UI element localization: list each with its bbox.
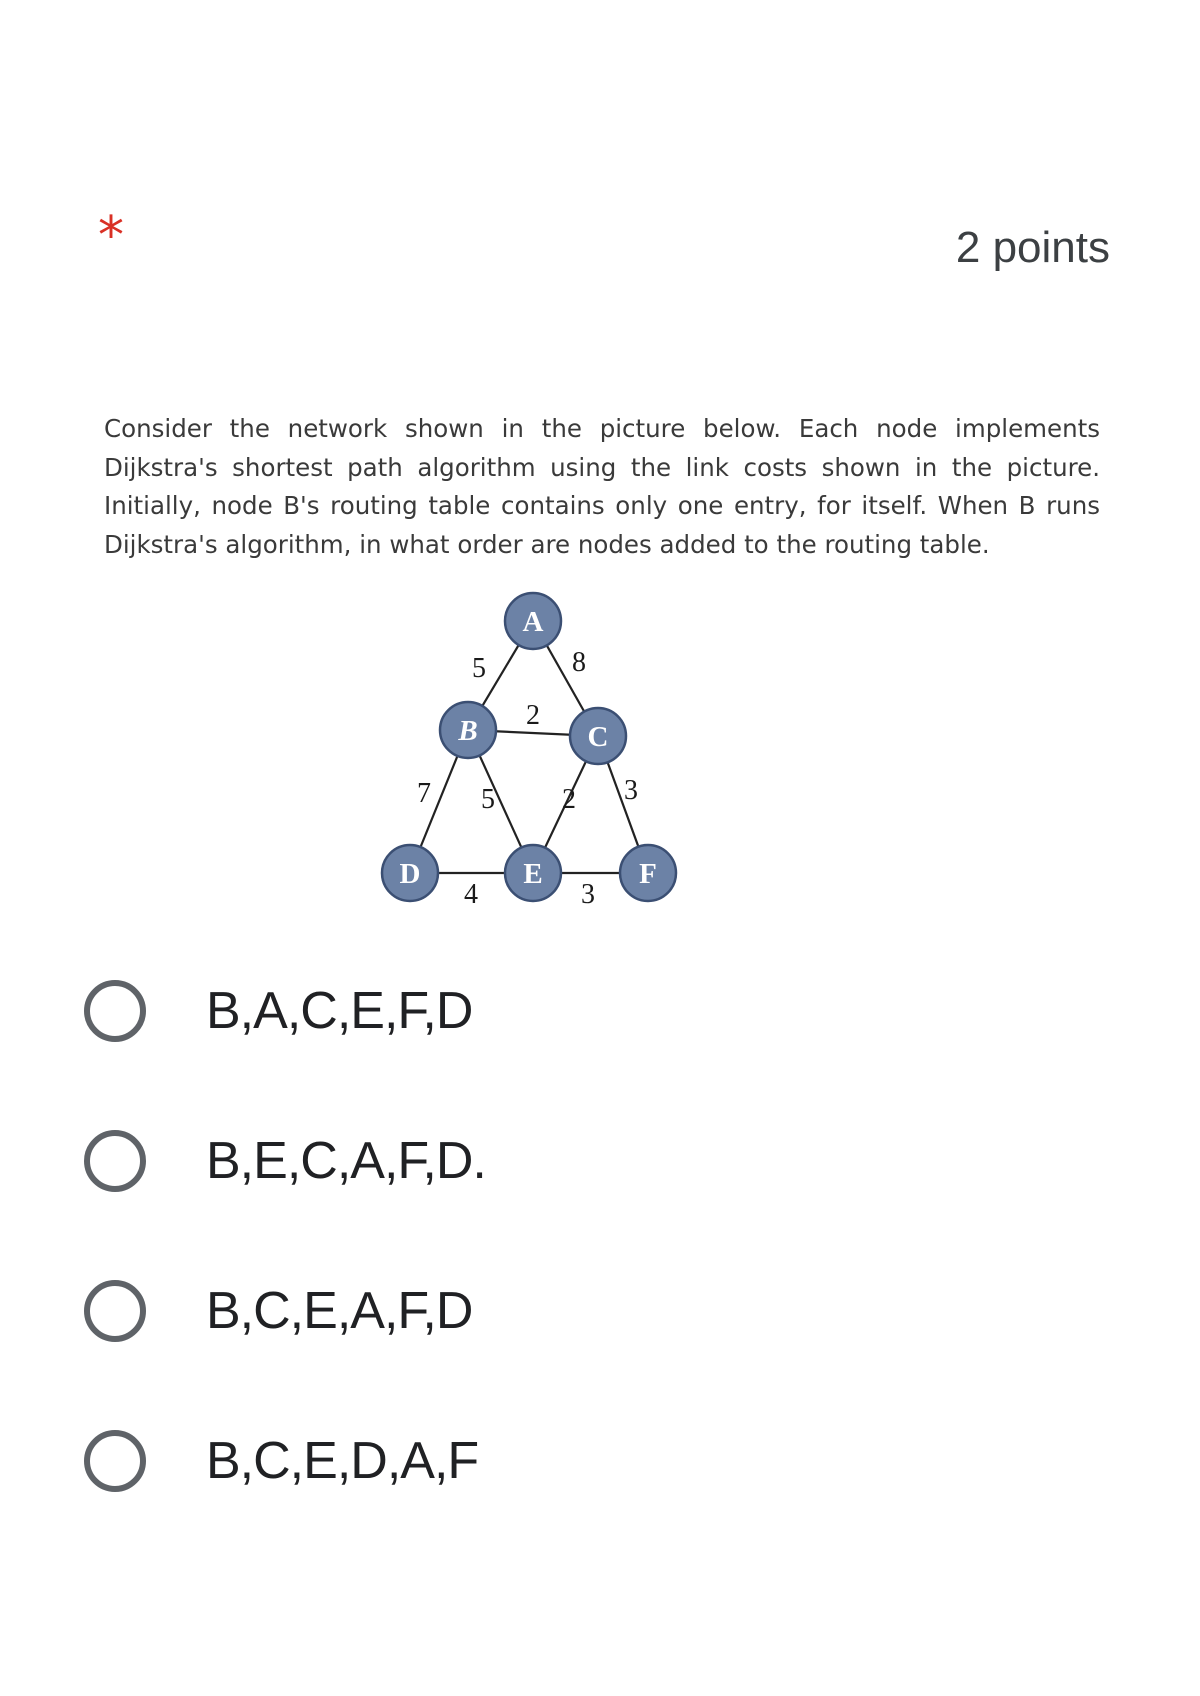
option-label[interactable]: B,C,E,A,F,D [206,1282,473,1340]
cost-label-d-e: 4 [464,879,478,910]
node-e-label: E [523,858,543,890]
cost-label-b-d: 7 [417,778,431,809]
node-a [505,593,561,649]
answer-options [84,975,1084,1575]
cost-label-b-e: 5 [481,784,495,815]
node-c-label: C [587,721,609,753]
option-label[interactable]: B,A,C,E,F,D [206,982,473,1040]
option-4[interactable] [84,1425,1084,1575]
option-2[interactable] [84,1125,1084,1275]
cost-label-b-c: 2 [526,700,540,731]
option-label[interactable]: B,C,E,D,A,F [206,1432,479,1490]
option-label[interactable]: B,E,C,A,F,D. [206,1132,486,1190]
option-1[interactable] [84,975,1084,1125]
node-a-label: A [522,606,544,638]
cost-label-a-b: 5 [472,653,486,684]
radio-button[interactable] [84,1130,146,1192]
cost-label-c-e: 2 [562,784,576,815]
node-b-label: B [458,715,478,747]
points-label: 2 points [955,223,1110,272]
node-e [505,845,561,901]
radio-button[interactable] [84,1430,146,1492]
node-c [570,708,626,764]
node-d [382,845,438,901]
node-f-label: F [639,858,657,890]
node-f [620,845,676,901]
node-d-label: D [399,858,421,890]
question-text: Consider the network shown in the picture below. Each node implements Dijkstra's shortest path algorithm using the link costs shown in the picture. Initially, node B's routing table contains only one entry, for itself. When B runs Dijkstra's algorithm, in what order are nodes added to the routing table. [104,414,1100,559]
network-diagram [380,585,700,915]
required-marker: * [98,206,124,266]
radio-button[interactable] [84,1280,146,1342]
network-graph [380,585,700,915]
node-b [440,702,496,758]
cost-label-a-c: 8 [572,647,586,678]
cost-label-c-f: 3 [624,775,638,806]
option-3[interactable] [84,1275,1084,1425]
radio-button[interactable] [84,980,146,1042]
cost-label-e-f: 3 [581,879,595,910]
